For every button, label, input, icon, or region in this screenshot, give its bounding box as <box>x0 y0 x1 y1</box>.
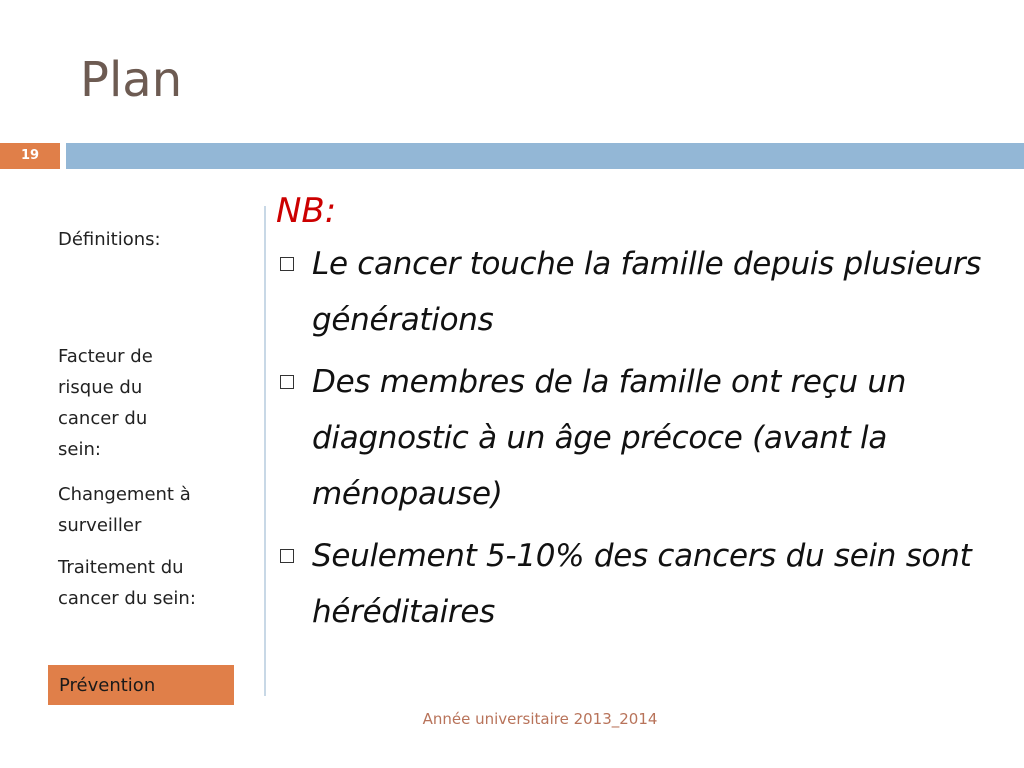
sidebar-item-prevention[interactable] <box>48 665 234 705</box>
bullet-text: Le cancer touche la famille depuis plusieurs générations <box>312 246 982 338</box>
square-bullet-icon <box>280 375 294 389</box>
sidebar-item-changement[interactable]: Changement à surveiller <box>58 484 191 536</box>
sidebar-item-definitions[interactable]: Définitions: <box>58 229 161 250</box>
slide-content <box>276 186 996 640</box>
nb-heading: NB: <box>276 191 337 231</box>
bullet-text: Des membres de la famille ont reçu un diagnostic à un âge précoce (avant la ménopause) <box>312 364 907 512</box>
sidebar-item-prevention-label: Prévention <box>59 675 156 696</box>
bullet-item <box>276 528 996 640</box>
bullet-text: Seulement 5-10% des cancers du sein sont héréditaires <box>312 538 972 630</box>
square-bullet-icon <box>280 257 294 271</box>
slide-title: Plan <box>80 52 183 108</box>
square-bullet-icon <box>280 549 294 563</box>
footer-text: Année universitaire 2013_2014 <box>422 710 658 728</box>
bullet-item <box>276 354 996 522</box>
vertical-divider <box>264 206 266 696</box>
header-band <box>66 143 1024 169</box>
bullet-item <box>276 236 996 348</box>
sidebar-item-facteur-de-risque[interactable]: Facteur de risque du cancer du sein: <box>58 346 153 460</box>
sidebar-item-traitement[interactable]: Traitement du cancer du sein: <box>58 557 196 609</box>
page-number-badge: 19 <box>0 143 60 169</box>
